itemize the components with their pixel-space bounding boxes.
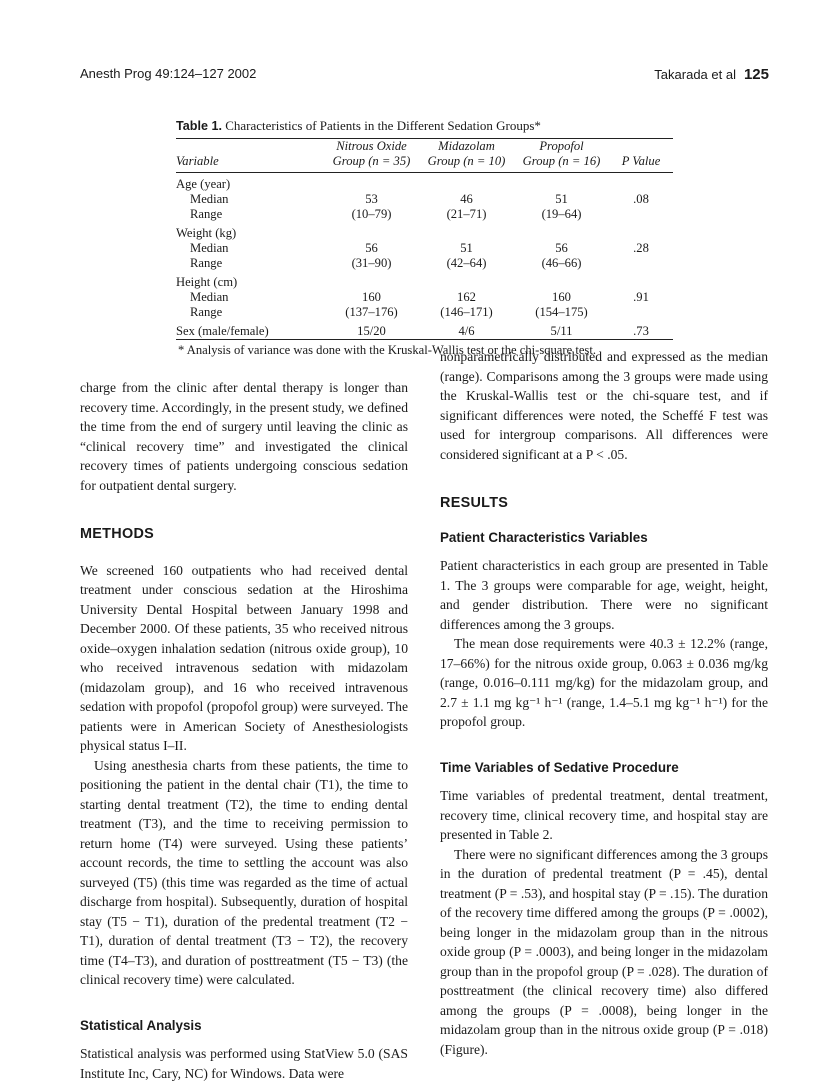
table-grid xyxy=(176,139,673,339)
table-body xyxy=(176,173,673,340)
table-cell: 56 xyxy=(555,241,568,255)
page-number: 125 xyxy=(743,66,769,83)
table-caption xyxy=(176,118,673,134)
table-cell xyxy=(514,173,609,193)
table-cell: 51 xyxy=(555,192,568,206)
table-cell xyxy=(324,173,419,193)
table-cell: 53 xyxy=(365,192,378,206)
patient-characteristics-heading: Patient Characteristics Variables xyxy=(440,529,648,545)
tv-paragraph-1: Time variables of predental treatment, dental treatment, recovery time, clinical recovery time, and hospital stay are presented in Table 2. xyxy=(440,788,768,842)
p-value-cell xyxy=(609,271,673,290)
statistical-analysis-heading: Statistical Analysis xyxy=(80,1017,202,1033)
table-cell xyxy=(419,173,514,193)
header-propofol-line1: Propofol xyxy=(539,139,584,153)
row-label: Sex (male/female) xyxy=(176,324,269,338)
p-value-cell: .28 xyxy=(633,241,649,255)
p-value-cell xyxy=(609,207,673,222)
running-header-right xyxy=(654,66,769,83)
table-cell xyxy=(514,222,609,241)
table-cell: (19–64) xyxy=(541,207,582,221)
table-1 xyxy=(176,118,673,358)
table-cell xyxy=(324,222,419,241)
row-label: Weight (kg) xyxy=(176,226,237,240)
table-cell: (31–90) xyxy=(351,256,392,270)
header-nitrous-line2: Group (n = 35) xyxy=(332,154,411,168)
table-row xyxy=(176,207,673,222)
table-cell: 5/11 xyxy=(550,324,573,338)
stats-paragraph: Statistical analysis was performed using StatView 5.0 (SAS Institute Inc, Cary, NC) for Windows. Data were xyxy=(80,1046,408,1081)
table-cell xyxy=(419,271,514,290)
running-header-journal: Anesth Prog 49:124–127 2002 xyxy=(80,66,257,81)
row-label: Median xyxy=(190,192,229,206)
table-cell: (21–71) xyxy=(446,207,487,221)
table-cell: 56 xyxy=(365,241,378,255)
table-cell xyxy=(324,271,419,290)
header-propofol-line2: Group (n = 16) xyxy=(522,154,601,168)
table-cell: (146–171) xyxy=(440,305,493,319)
table-row xyxy=(176,320,673,339)
continued-paragraph: nonparametrically distributed and expressed as the median (range). Comparisons among the 3 groups were made using the Kruskal-Wallis test or the chi-square test, and if significant differences were noted, the Scheffé F test was used for intergroup comparisons. All differences were considered significant at a P < .05. xyxy=(440,349,768,462)
row-label: Median xyxy=(190,241,229,255)
table-cell xyxy=(514,271,609,290)
header-midazolam-line2: Group (n = 10) xyxy=(427,154,506,168)
table-label: Table 1. xyxy=(176,119,222,133)
header-nitrous-line1: Nitrous Oxide xyxy=(336,139,407,153)
methods-heading: METHODS xyxy=(80,526,155,542)
table-row xyxy=(176,173,673,193)
table-cell: (10–79) xyxy=(351,207,392,221)
table-row xyxy=(176,222,673,241)
header-p-value: P Value xyxy=(621,154,661,168)
row-label: Range xyxy=(190,305,223,319)
methods-paragraph-1: We screened 160 outpatients who had received dental treatment under conscious sedation at the Hiroshima University Dental Hospital between January 1998 and December 2000. Of these patients, 35 who received nitrous oxide–oxygen inhalation sedation (nitrous oxide group), 10 who received intravenous sedation with midazolam (midazolam group), and 16 who received intravenous sedation with propofol (propofol group) were surveyed. The patients were in American Society of Anesthesiologists physical status I–II. xyxy=(80,562,408,753)
table-cell: (154–175) xyxy=(535,305,588,319)
header-variable: Variable xyxy=(176,154,219,168)
table-row xyxy=(176,192,673,207)
table-cell xyxy=(419,222,514,241)
p-value-cell xyxy=(609,222,673,241)
left-column xyxy=(80,378,408,1083)
table-cell: (137–176) xyxy=(345,305,398,319)
p-value-cell: .08 xyxy=(633,192,649,206)
p-value-cell xyxy=(609,173,673,193)
table-cell: 46 xyxy=(460,192,473,206)
table-row xyxy=(176,290,673,305)
table-bottom-rule xyxy=(176,339,673,340)
table-cell: 162 xyxy=(457,290,476,304)
results-heading: RESULTS xyxy=(440,495,509,511)
running-header-authors: Takarada et al xyxy=(654,67,736,82)
row-label: Range xyxy=(190,256,223,270)
table-cell: 51 xyxy=(460,241,473,255)
table-row xyxy=(176,271,673,290)
table-row xyxy=(176,241,673,256)
table-cell: (42–64) xyxy=(446,256,487,270)
p-value-cell: .91 xyxy=(633,290,649,304)
table-caption-text: Characteristics of Patients in the Different Sedation Groups* xyxy=(225,118,541,133)
table-cell: 160 xyxy=(552,290,571,304)
p-value-cell xyxy=(609,305,673,320)
pcv-paragraph-1: Patient characteristics in each group are presented in Table 1. The 3 groups were comparable for age, weight, height, and gender distribution. There were no significant differences among the 3 groups. xyxy=(440,558,768,632)
table-cell: 4/6 xyxy=(458,324,475,338)
methods-paragraph-2: Using anesthesia charts from these patients, the time to positioning the patient in the dental chair (T1), the time to starting dental treatment (T2), the time to ending dental treatment (T3), and the time to receiving permission to return home (T4) were surveyed. Using these patients’ account records, the time to settling the account was also surveyed (T5) (this time was regarded as the time of actual discharge from hospital). Subsequently, duration of hospital stay (T5 − T1), duration of the predental treatment (T2 − T1), duration of dental treatment (T3 − T2), the recovery time (T4–T3), and duration of posttreatment (T5 − T3) (the clinical recovery time) were calculated. xyxy=(80,757,408,987)
tv-paragraph-2: There were no significant differences among the 3 groups in the duration of predental treatment (P = .45), dental treatment (P = .53), and hospital stay (P = .15). The duration of the recovery time differed among the groups (P = .0002), being longer in the midazolam group than in the nitrous oxide group (P = .0003), and being longer in the midazolam group than in the propofol group (P = .028). The duration of posttreatment (the clinical recovery time) also differed among the groups (P = .0008), being longer in the midazolam group than in the nitrous oxide group (P = .018) (Figure). xyxy=(440,846,768,1057)
table-row xyxy=(176,305,673,320)
table-row xyxy=(176,256,673,271)
time-variables-heading: Time Variables of Sedative Procedure xyxy=(440,759,679,775)
intro-paragraph: charge from the clinic after dental therapy is longer than recovery time. Accordingly, in the present study, we defined the time from the end of surgery until leaving the clinic as “clinical recovery time” and investigated the clinical recovery times of patients undergoing conscious sedation for outpatient dental surgery. xyxy=(80,380,408,493)
header-midazolam-line1: Midazolam xyxy=(438,139,495,153)
table-cell: 15/20 xyxy=(357,324,386,338)
table-cell: (46–66) xyxy=(541,256,582,270)
right-column xyxy=(440,347,768,1059)
p-value-cell: .73 xyxy=(633,324,649,338)
table-cell: 160 xyxy=(362,290,381,304)
table-footnote: * Analysis of variance was done with the Kruskal-Wallis test or the chi-square test. xyxy=(178,343,596,357)
row-label: Age (year) xyxy=(176,177,231,191)
p-value-cell xyxy=(609,256,673,271)
row-label: Range xyxy=(190,207,223,221)
row-label: Height (cm) xyxy=(176,275,238,289)
pcv-paragraph-2: The mean dose requirements were 40.3 ± 12.2% (range, 17–66%) for the nitrous oxide group, 0.063 ± 0.036 mg/kg (range, 0.016–0.111 mg/kg) for the midazolam group, and 2.7 ± 1.1 mg kg⁻¹ h⁻¹ (range, 1.4–5.1 mg kg⁻¹ h⁻¹) for the propofol group. xyxy=(440,636,768,729)
row-label: Median xyxy=(190,290,229,304)
